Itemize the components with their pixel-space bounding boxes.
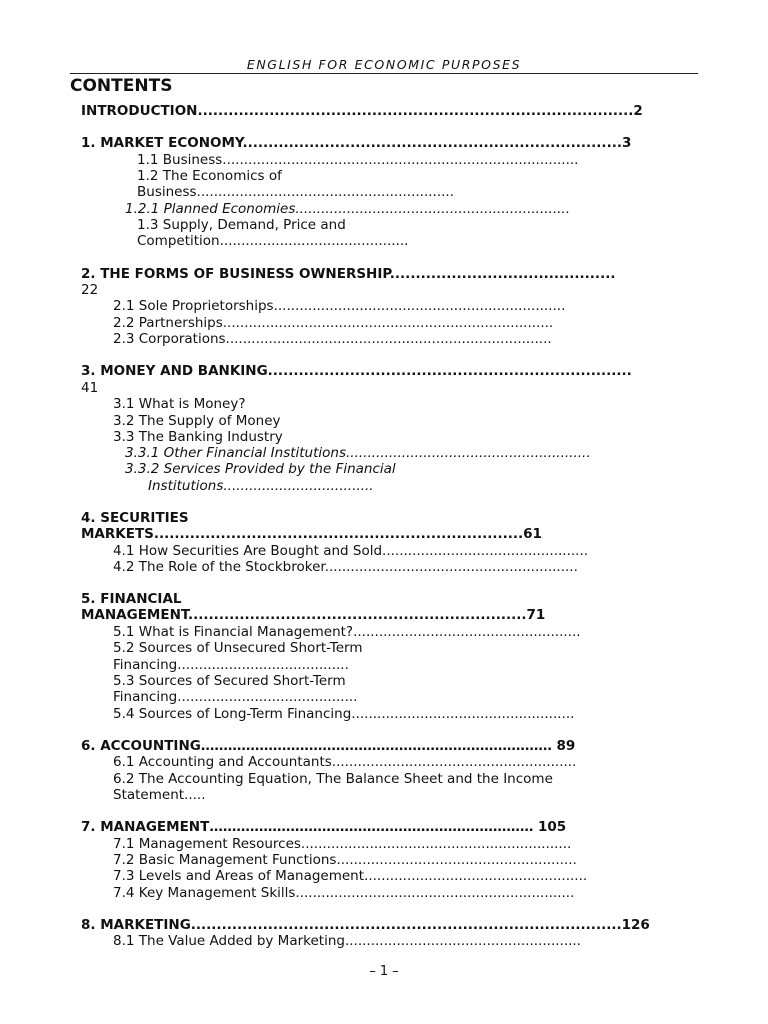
- toc-entry-6-1: 6.1 Accounting and Accountants.........................................................: [113, 754, 577, 770]
- toc-entry-section-6: 6. ACCOUNTING…………………………………………………………………… 89: [81, 738, 576, 754]
- toc-entry-2-1: 2.1 Sole Proprietorships....................................................................: [113, 298, 566, 314]
- toc-entry-4-2: 4.2 The Role of the Stockbroker...........................................................: [113, 559, 578, 575]
- toc-entry-5-2: 5.2 Sources of Unsecured Short-Term: [113, 640, 363, 656]
- toc-entry-section-2: 2. THE FORMS OF BUSINESS OWNERSHIP............................................: [81, 266, 616, 282]
- toc-entry-5-3: 5.3 Sources of Secured Short-Term: [113, 673, 346, 689]
- toc-entry-2-3: 2.3 Corporations............................................................................: [113, 331, 552, 347]
- toc-entry-3-3-1: 3.3.1 Other Financial Institutions.........................................................: [125, 445, 591, 461]
- toc-entry-3-3-2: 3.3.2 Services Provided by the Financial: [125, 461, 396, 477]
- toc-entry-1-2-1: 1.2.1 Planned Economies................................................................: [125, 201, 570, 217]
- toc-entry-1-2: 1.2 The Economics of: [137, 168, 282, 184]
- toc-entry-4-1: 4.1 How Securities Are Bought and Sold................................................: [113, 543, 589, 559]
- toc-entry-section-2-page: 22: [81, 282, 99, 298]
- toc-entry-2-2: 2.2 Partnerships.............................................................................: [113, 315, 554, 331]
- toc-entry-section-8: 8. MARKETING....................................................................................126: [81, 917, 650, 933]
- toc-entry-section-3-page: 41: [81, 380, 99, 396]
- toc-entry-6-2-cont: Statement.....: [113, 787, 206, 803]
- toc-entry-section-4-cont: MARKETS........................................................................61: [81, 526, 542, 542]
- toc-entry-1-1: 1.1 Business...................................................................................: [137, 152, 579, 168]
- toc-entry-7-2: 7.2 Basic Management Functions........................................................: [113, 852, 577, 868]
- toc-entry-5-1: 5.1 What is Financial Management?.....................................................: [113, 624, 581, 640]
- toc-entry-7-4: 7.4 Key Management Skills.................................................................: [113, 885, 575, 901]
- toc-entry-5-2-cont: Financing........................................: [113, 657, 349, 673]
- toc-entry-3-3: 3.3 The Banking Industry: [113, 429, 283, 445]
- toc-entry-1-2-cont: Business............................................................: [137, 184, 455, 200]
- toc-entry-section-7: 7. MANAGEMENT……………………………………………………………… 105: [81, 819, 567, 835]
- toc-entry-6-2: 6.2 The Accounting Equation, The Balance Sheet and the Income: [113, 771, 553, 787]
- toc-entry-1-3: 1.3 Supply, Demand, Price and: [137, 217, 346, 233]
- toc-entry-5-4: 5.4 Sources of Long-Term Financing....................................................: [113, 706, 575, 722]
- page-number: – 1 –: [369, 964, 399, 979]
- toc-entry-7-1: 7.1 Management Resources...............................................................: [113, 836, 572, 852]
- toc-entry-8-1: 8.1 The Value Added by Marketing.......................................................: [113, 933, 581, 949]
- toc-entry-3-1: 3.1 What is Money?: [113, 396, 246, 412]
- running-header: ENGLISH FOR ECONOMIC PURPOSES: [70, 57, 698, 74]
- toc-entry-7-3: 7.3 Levels and Areas of Management....................................................: [113, 868, 588, 884]
- toc-entry-5-3-cont: Financing..........................................: [113, 689, 358, 705]
- toc-entry-introduction: INTRODUCTION.....................................................................................2: [81, 103, 643, 119]
- toc-entry-section-1: 1. MARKET ECONOMY..........................................................................3: [81, 135, 632, 151]
- toc-entry-3-3-2-cont: Institutions...................................: [148, 478, 374, 494]
- contents-title: CONTENTS: [70, 76, 173, 96]
- toc-entry-3-2: 3.2 The Supply of Money: [113, 413, 281, 429]
- toc-entry-section-5-cont: MANAGEMENT..................................................................71: [81, 607, 546, 623]
- toc-entry-section-3: 3. MONEY AND BANKING.......................................................................: [81, 363, 632, 379]
- toc-entry-1-3-cont: Competition............................................: [137, 233, 409, 249]
- toc-entry-section-5: 5. FINANCIAL: [81, 591, 182, 607]
- toc-entry-section-4: 4. SECURITIES: [81, 510, 189, 526]
